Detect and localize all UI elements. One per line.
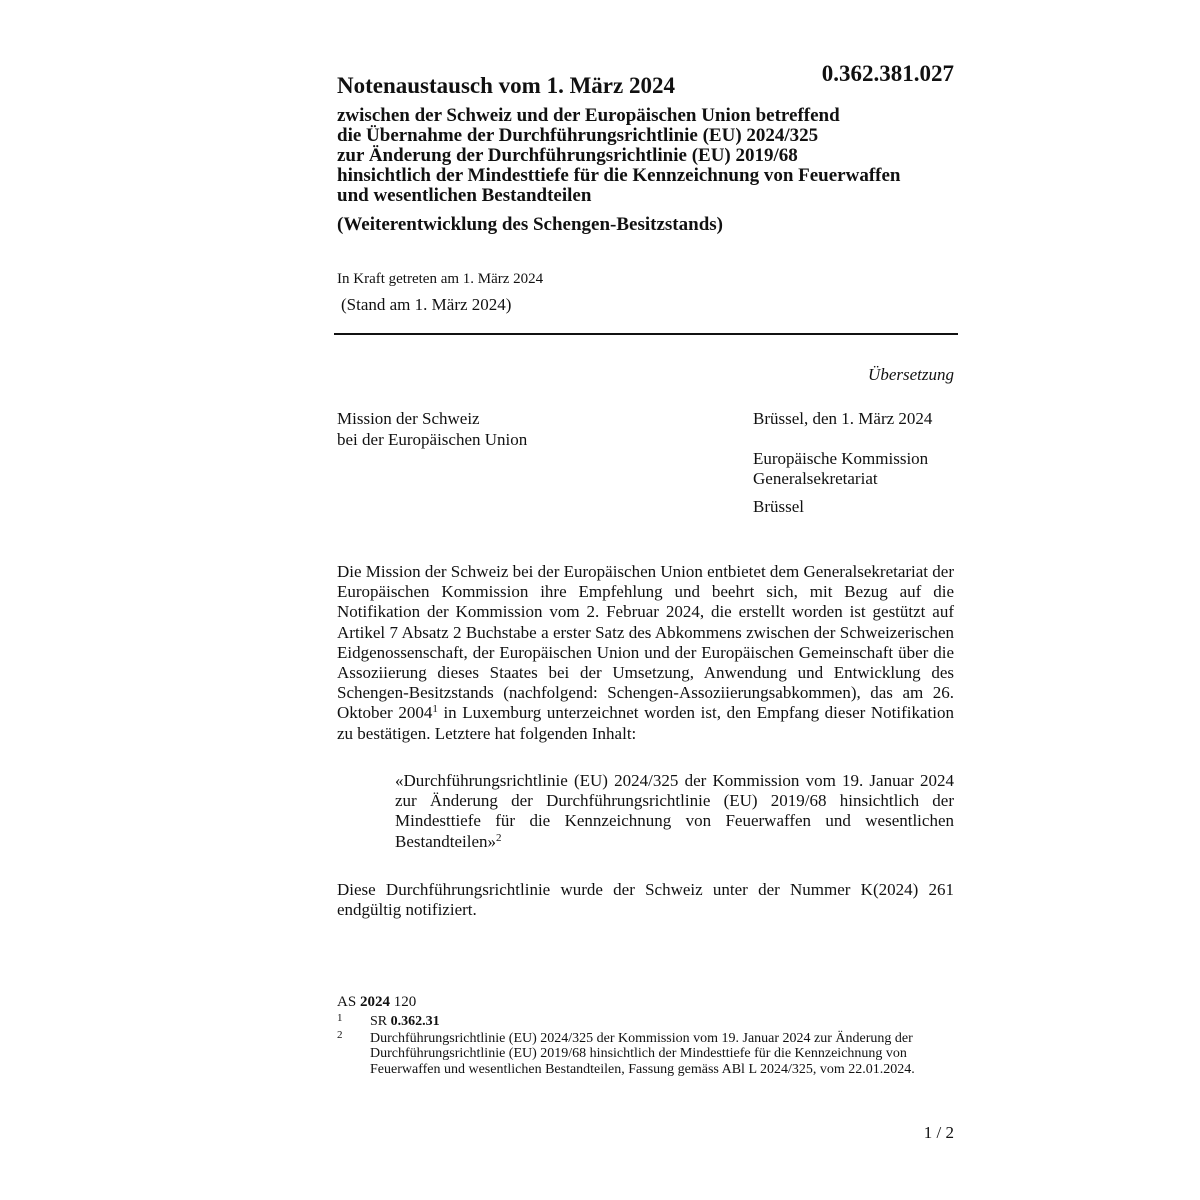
subtitle-line: und wesentlichen Bestandteilen bbox=[337, 185, 592, 206]
quoted-directive bbox=[395, 771, 954, 852]
in-force-date: In Kraft getreten am 1. März 2024 bbox=[337, 271, 544, 287]
footnote-bold-ref: 0.362.31 bbox=[390, 1014, 440, 1029]
footnote-number: 1 bbox=[337, 1012, 343, 1024]
footnotes bbox=[337, 1014, 957, 1077]
header-divider bbox=[334, 333, 958, 335]
official-collection-ref bbox=[337, 993, 416, 1011]
footnote-1 bbox=[337, 1014, 957, 1030]
footnote-text: Durchführungsrichtlinie (EU) 2024/325 der Kommission vom 19. Januar 2024 zur Änderung der Durchführungsrichtlinie (EU) 2019/68 hinsichtlich der Mindesttiefe für die Kennzeichnung von Feuerwaffen und wesentlichen Bestandteilen, Fassung gemäss ABl L 2024/325, vom 22.01.2024. bbox=[370, 1030, 915, 1077]
quote-text: «Durchführungsrichtlinie (EU) 2024/325 der Kommission vom 19. Januar 2024 zur Änderung der Durchführungsrichtlinie (EU) 2019/68 hinsichtlich der Mindesttiefe für die Kennzeichnung von Feuerwaffen und wesentlichen Bestandteilen» bbox=[395, 771, 954, 851]
paragraph-text: in Luxemburg unterzeichnet worden ist, den Empfang dieser Notifikation zu bestätigen. Letztere hat folgenden Inhalt: bbox=[337, 703, 954, 743]
footnote-2 bbox=[337, 1028, 957, 1078]
recipient-line: Europäische Kommission bbox=[753, 449, 929, 468]
page-number: 1 / 2 bbox=[923, 1123, 954, 1142]
body-paragraph-2: Diese Durchführungsrichtlinie wurde der Schweiz unter der Nummer K(2024) 261 endgültig notifiziert. bbox=[337, 880, 954, 920]
subtitle-line: zwischen der Schweiz und der Europäischen Union betreffend bbox=[337, 105, 840, 126]
as-page: 120 bbox=[393, 994, 417, 1010]
document-title: Notenaustausch vom 1. März 2024 bbox=[337, 73, 675, 98]
sender-block bbox=[337, 408, 637, 450]
as-prefix: AS bbox=[337, 994, 357, 1010]
translation-label: Übersetzung bbox=[868, 365, 954, 384]
subtitle-line: die Übernahme der Durchführungsrichtlinie (EU) 2024/325 bbox=[337, 125, 819, 146]
status-date: (Stand am 1. März 2024) bbox=[341, 295, 512, 314]
document-subtitle bbox=[337, 106, 957, 206]
footnote-ref-2[interactable]: 2 bbox=[496, 831, 502, 844]
sender-line: Mission der Schweiz bbox=[337, 409, 480, 428]
subtitle-line: hinsichtlich der Mindesttiefe für die Kennzeichnung von Feuerwaffen bbox=[337, 165, 901, 186]
sr-number: 0.362.381.027 bbox=[821, 61, 954, 86]
sender-line: bei der Europäischen Union bbox=[337, 430, 528, 449]
body-paragraph-1 bbox=[337, 562, 954, 744]
footnote-number: 2 bbox=[337, 1028, 343, 1041]
schengen-note: (Weiterentwicklung des Schengen-Besitzstands) bbox=[337, 214, 723, 235]
as-year: 2024 bbox=[359, 994, 390, 1010]
place-date: Brüssel, den 1. März 2024 bbox=[753, 409, 933, 428]
recipient-city: Brüssel bbox=[753, 497, 804, 516]
footnote-ref-1[interactable]: 1 bbox=[432, 703, 438, 716]
recipient-block bbox=[753, 449, 957, 489]
footnote-prefix: SR bbox=[370, 1014, 388, 1029]
subtitle-line: zur Änderung der Durchführungsrichtlinie (EU) 2019/68 bbox=[337, 145, 798, 166]
paragraph-text: Die Mission der Schweiz bei der Europäischen Union entbietet dem Generalsekretariat der Europäischen Kommission ihre Empfehlung und beehrt sich, mit Bezug auf die Notifikation der Kommission vom 2. Februar 2024, die erstellt worden ist gestützt auf Artikel 7 Absatz 2 Buchstabe a erster Satz des Abkommens zwischen der Schweizerischen Eidgenossenschaft, der Europäischen Union und der Europäischen Gemeinschaft über die Assoziierung dieses Staates bei der Umsetzung, Anwendung und Entwicklung des Schengen-Besitzstands (nachfolgend: Schengen-Assoziierungsabkommen), das am 26. Oktober 2004 bbox=[337, 562, 954, 723]
recipient-line: Generalsekretariat bbox=[753, 469, 878, 488]
